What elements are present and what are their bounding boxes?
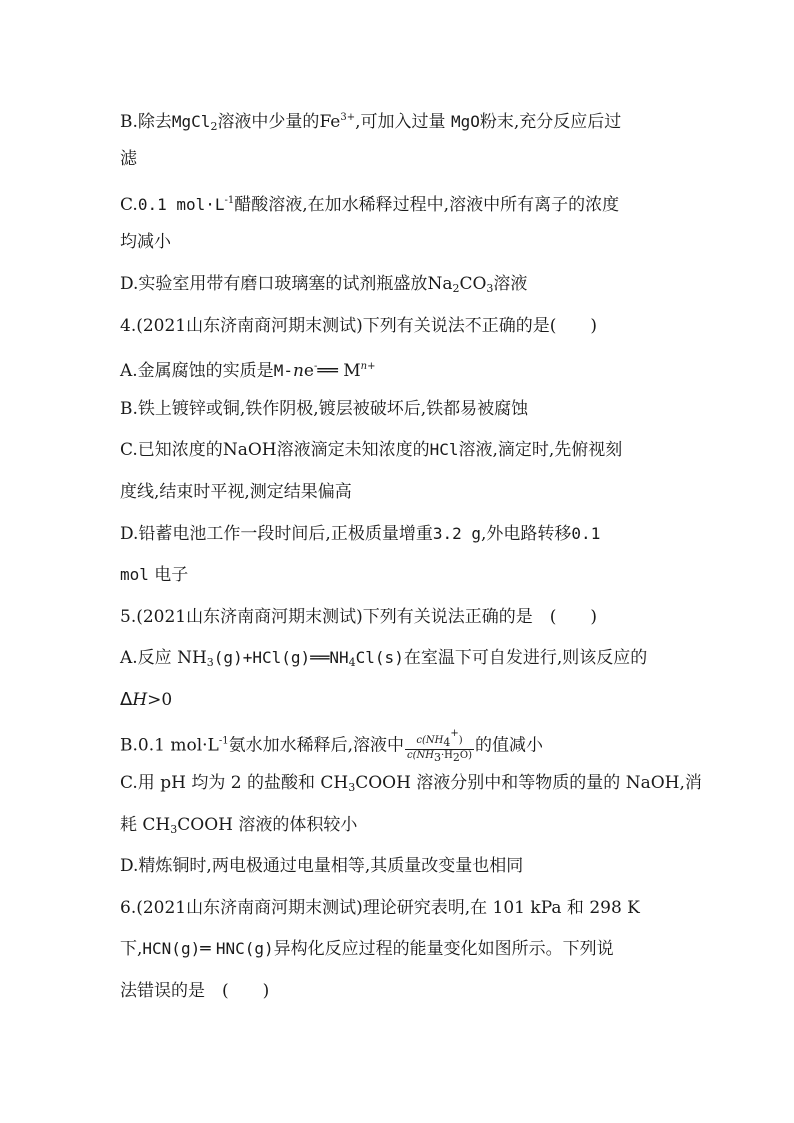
concentration-ratio-fraction: $\frac{c(NH4+)}{c(NH3\cdot H2O)}$ [407, 728, 472, 764]
question-6-stem: 6.(2021山东济南商河期末测试)理论研究表明,在 101 kPa 和 298 K [120, 898, 640, 918]
question-5-option-b: B.0.1 $mol\cdot L^{-1}$氨水加水稀释后,溶液中 $\frac{c(NH4+)}{c(NH3\cdot H2O)}$ 的值减小 [120, 728, 543, 764]
question-4-option-c: C.已知浓度的NaOH溶液滴定未知浓度的HCl溶液,滴定时,先俯视刻 [120, 440, 623, 460]
question-6-stem-cont2: 法错误的是 ( ) [120, 981, 270, 1001]
question-6-stem-cont: 下,HCN(g)═ HNC(g)异构化反应过程的能量变化如图所示。下列说 [120, 939, 614, 959]
option-b-prev-cont: 滤 [120, 149, 137, 169]
option-b-prev: B.除去MgCl$_2$溶液中少量的$Fe^{3+}$,可加入过量 MgO粉末,充分反应后过 [120, 112, 622, 133]
question-5-option-a: A.反应 $NH_3(g)+HCl(g)══NH_4Cl(s)$在室温下可自发进行,则该反应的 [120, 648, 648, 669]
question-4-option-a: A.金属腐蚀的实质是M-ne-══ $M^{n+}$ [120, 361, 376, 381]
question-5-stem: 5.(2021山东济南商河期末测试)下列有关说法正确的是 ( ) [120, 607, 598, 627]
question-5-option-c: C.用 pH 均为 2 的盐酸和 $CH_3COOH$ 溶液分别中和等物质的量的 NaOH,消 [120, 773, 702, 794]
question-4-option-d: D.铅蓄电池工作一段时间后,正极质量增重3.2 g,外电路转移0.1 [120, 524, 601, 544]
question-4-stem: 4.(2021山东济南商河期末测试)下列有关说法不正确的是( ) [120, 316, 598, 336]
question-4-option-c-cont: 度线,结束时平视,测定结果偏高 [120, 482, 352, 502]
question-4-option-b: B.铁上镀锌或铜,铁作阴极,镀层被破坏后,铁都易被腐蚀 [120, 399, 529, 419]
option-c-prev: C.0.1 $mol\cdot L^{-1}$醋酸溶液,在加水稀释过程中,溶液中所有离子的浓度 [120, 195, 620, 215]
option-c-prev-cont: 均减小 [120, 232, 171, 252]
question-5-option-c-cont: 耗 $CH_3COOH$ 溶液的体积较小 [120, 815, 358, 836]
option-d-prev: D.实验室用带有磨口玻璃塞的试剂瓶盛放$Na_2CO_3$溶液 [120, 274, 528, 295]
question-5-option-a-cont: ΔH>0 [120, 689, 173, 710]
question-4-option-d-cont: mol 电子 [120, 565, 189, 585]
question-5-option-d: D.精炼铜时,两电极通过电量相等,其质量改变量也相同 [120, 856, 524, 876]
